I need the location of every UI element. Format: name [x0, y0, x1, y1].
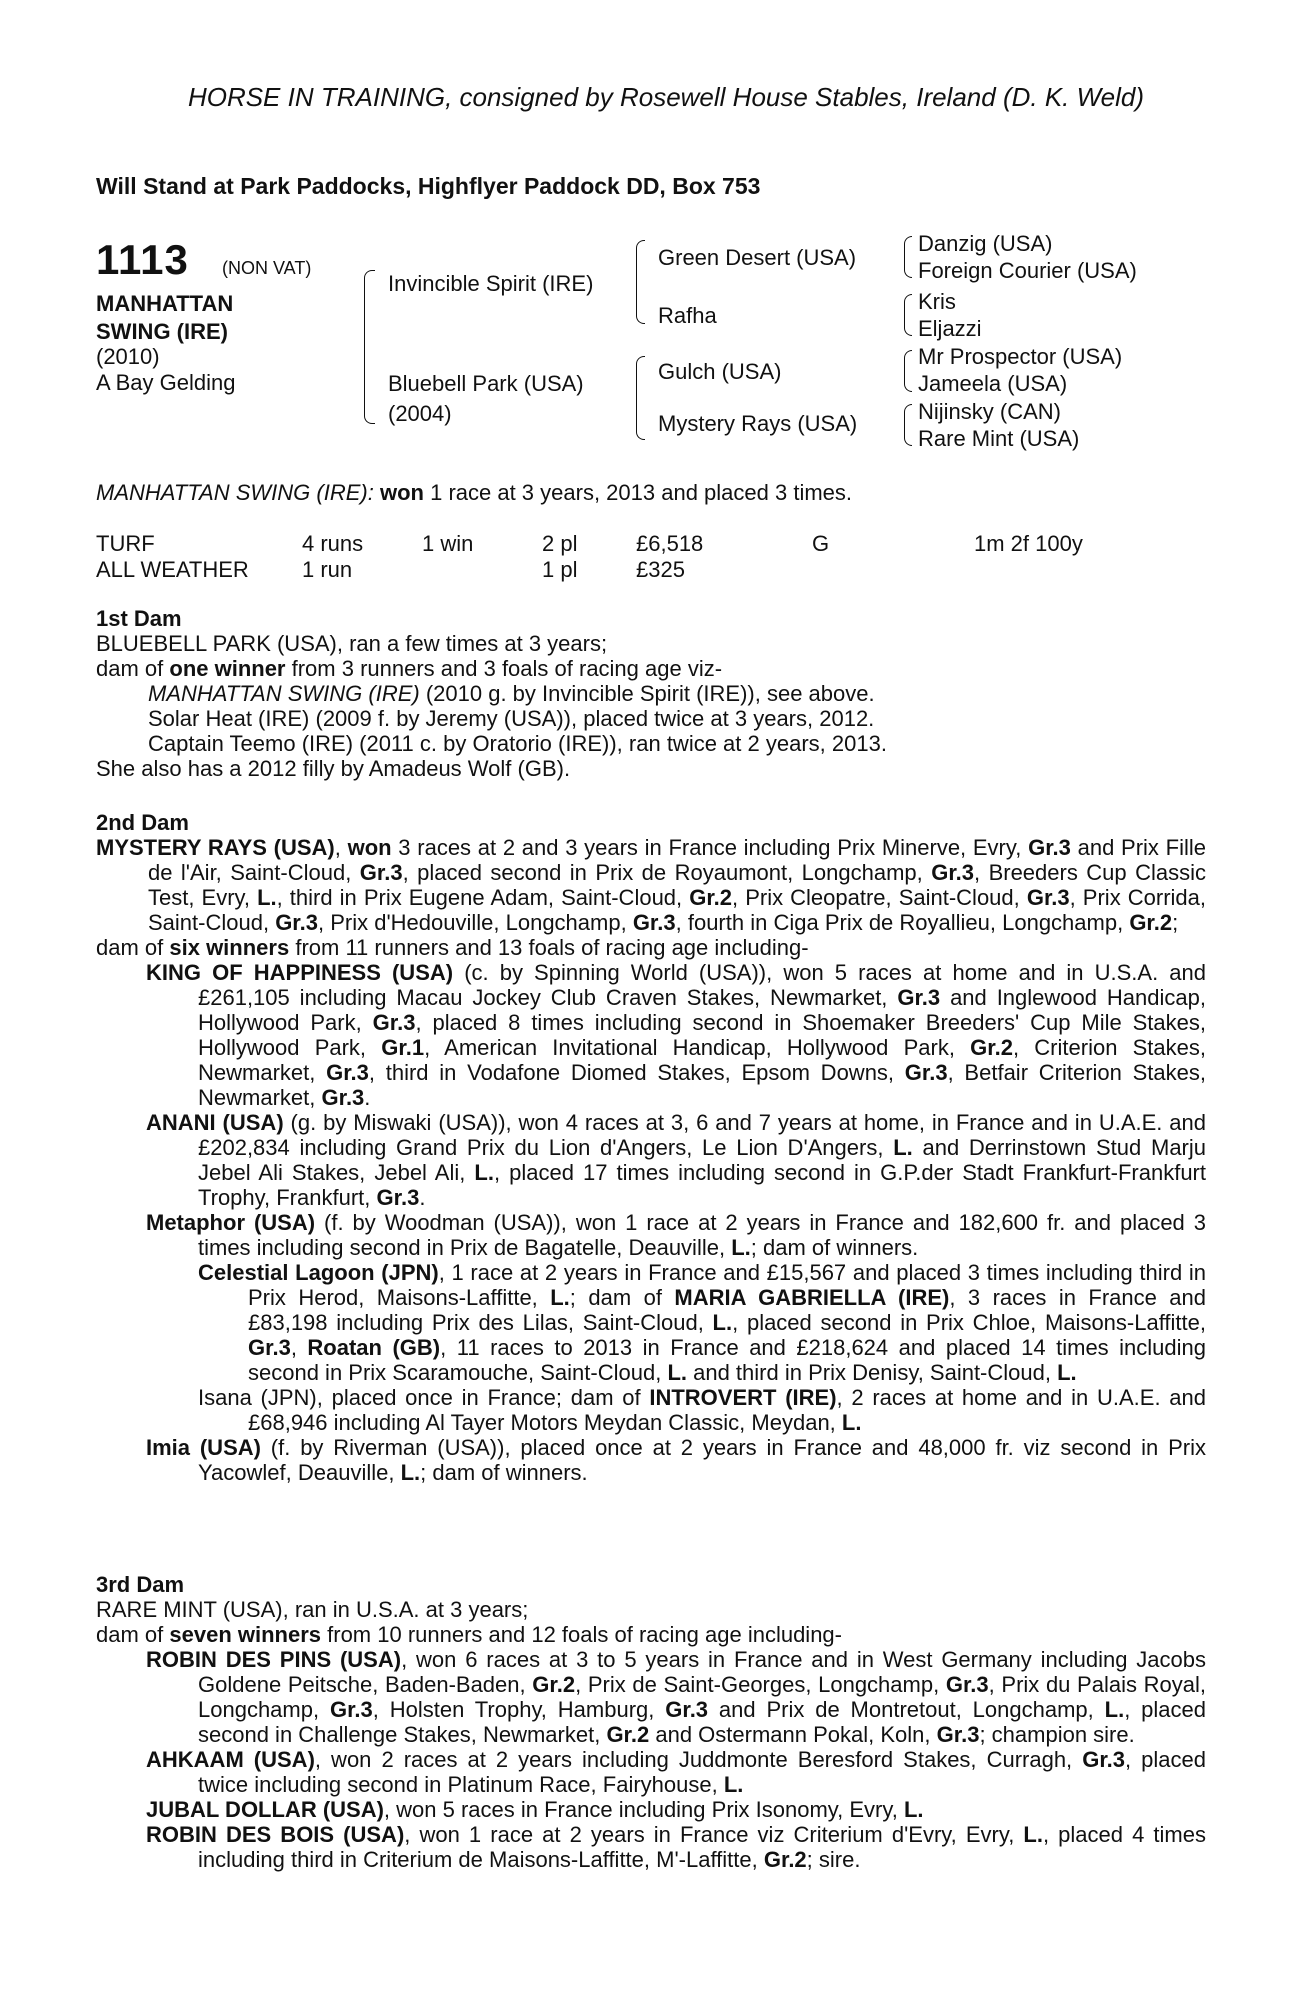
- lot-number: 1113: [96, 236, 189, 283]
- dam-line: BLUEBELL PARK (USA), ran a few times at 3 years;: [96, 631, 608, 656]
- dam-of-line: dam of one winner from 3 runners and 3 foals of racing age viz-: [96, 656, 723, 681]
- record-runs: 4 runs: [302, 531, 364, 556]
- offspring-entry: Imia (USA) (f. by Riverman (USA)), placed once at 2 years in France and 48,000 fr. viz second in Prix Yacowlef, Deauville, L.; dam of winners.: [146, 1435, 1206, 1485]
- offspring-entry: MANHATTAN SWING (IRE) (2010 g. by Invincible Spirit (IRE)), see above.: [148, 681, 875, 706]
- pedigree-sire: Invincible Spirit (IRE): [388, 271, 594, 296]
- pedigree-sire-dam: Rafha: [658, 303, 717, 328]
- pedigree-brace: [636, 356, 645, 440]
- pedigree-gg-3: Kris: [918, 289, 956, 314]
- dam-of-line: dam of six winners from 11 runners and 13 foals of racing age including-: [96, 935, 809, 960]
- pedigree-dam-sire: Gulch (USA): [658, 359, 782, 384]
- foaling-year: (2010): [96, 344, 160, 369]
- summary-horse: MANHATTAN SWING (IRE):: [96, 480, 374, 505]
- dam-of-line: dam of seven winners from 10 runners and 12 foals of racing age including-: [96, 1622, 842, 1647]
- record-surface: TURF: [96, 531, 155, 556]
- offspring-entry: JUBAL DOLLAR (USA), won 5 races in France including Prix Isonomy, Evry, L.: [146, 1797, 924, 1822]
- section-heading: 1st Dam: [96, 606, 182, 631]
- pedigree-brace: [364, 270, 375, 424]
- horse-name-line-1: MANHATTAN: [96, 291, 234, 316]
- vat-status: (NON VAT): [222, 258, 312, 278]
- third-dam-section: [96, 1572, 1206, 1872]
- dam-note: She also has a 2012 filly by Amadeus Wolf (GB).: [96, 756, 571, 781]
- pedigree-dam-year: (2004): [388, 401, 452, 426]
- record-prize: £6,518: [636, 531, 704, 556]
- pedigree-gg-7: Nijinsky (CAN): [918, 399, 1061, 424]
- offspring-entry: KING OF HAPPINESS (USA) (c. by Spinning World (USA)), won 5 races at home and in U.S.A. and £261,105 including Macau Jockey Club Craven Stakes, Newmarket, Gr.3 and Inglewood Handicap, Hollywood Park, Gr.3, placed 8 times including second in Shoemaker Breeders' Cup Mile Stakes, Hollywood Park, Gr.1, American Invitational Handicap, Hollywood Park, Gr.2, Criterion Stakes, Newmarket, Gr.3, third in Vodafone Diomed Stakes, Epsom Downs, Gr.3, Betfair Criterion Stakes, Newmarket, Gr.3.: [146, 960, 1206, 1110]
- grand-offspring-entry: Celestial Lagoon (JPN), 1 race at 2 years in France and £15,567 and placed 3 times including third in Prix Herod, Maisons-Laffitte, L.; dam of MARIA GABRIELLA (IRE), 3 races in France and £83,198 including Prix des Lilas, Saint-Cloud, L., placed second in Prix Chloe, Maisons-Laffitte, Gr.3, Roatan (GB), 11 races to 2013 in France and £218,624 and placed 14 times including second in Prix Scaramouche, Saint-Cloud, L. and third in Prix Denisy, Saint-Cloud, L.: [198, 1260, 1207, 1385]
- record-wins: 1 win: [422, 531, 474, 556]
- first-dam-section: [96, 606, 1206, 781]
- dam-entry: MYSTERY RAYS (USA), won 3 races at 2 and 3 years in France including Prix Minerve, Evry, Gr.3 and Prix Fille de l'Air, Saint-Cloud, Gr.3, placed second in Prix de Royaumont, Longchamp, Gr.3, Breeders Cup Classic Test, Evry, L., third in Prix Eugene Adam, Saint-Cloud, Gr.2, Prix Cleopatre, Saint-Cloud, Gr.3, Prix Corrida, Saint-Cloud, Gr.3, Prix d'Hedouville, Longchamp, Gr.3, fourth in Ciga Prix de Royallieu, Longchamp, Gr.2;: [96, 835, 1206, 935]
- pedigree-brace: [904, 294, 912, 336]
- offspring-entry: ANANI (USA) (g. by Miswaki (USA)), won 4 races at 3, 6 and 7 years at home, in France and in U.A.E. and £202,834 including Grand Prix du Lion d'Angers, Le Lion D'Angers, L. and Derrinstown Stud Marju Jebel Ali Stakes, Jebel Ali, L., placed 17 times including second in G.P.der Stadt Frankfurt-Frankfurt Trophy, Frankfurt, Gr.3.: [146, 1110, 1206, 1210]
- record-going: G: [812, 531, 830, 556]
- section-heading: 2nd Dam: [96, 810, 189, 835]
- pedigree-gg-2: Foreign Courier (USA): [918, 258, 1137, 283]
- horse-name: [96, 290, 233, 346]
- record-placed: 2 pl: [542, 531, 578, 556]
- summary-won: won: [379, 480, 424, 505]
- offspring-entry: Solar Heat (IRE) (2009 f. by Jeremy (USA)), placed twice at 3 years, 2012.: [148, 706, 875, 731]
- pedigree-gg-1: Danzig (USA): [918, 231, 1053, 256]
- pedigree-gg-6: Jameela (USA): [918, 371, 1068, 396]
- summary-text: 1 race at 3 years, 2013 and placed 3 times.: [430, 480, 853, 505]
- pedigree-brace: [904, 404, 912, 446]
- pedigree-sire-sire: Green Desert (USA): [658, 245, 857, 270]
- pedigree-dam-dam: Mystery Rays (USA): [658, 411, 858, 436]
- pedigree-brace: [904, 350, 912, 392]
- offspring-entry: AHKAAM (USA), won 2 races at 2 years including Juddmonte Beresford Stakes, Curragh, Gr.3, placed twice including second in Platinum Race, Fairyhouse, L.: [146, 1747, 1207, 1797]
- stand-location: Will Stand at Park Paddocks, Highflyer Paddock DD, Box 753: [96, 173, 761, 199]
- offspring-entry: ROBIN DES BOIS (USA), won 1 race at 2 years in France viz Criterium d'Evry, Evry, L., placed 4 times including third in Criterium de Maisons-Laffitte, M'-Laffitte, Gr.2; sire.: [146, 1822, 1206, 1872]
- grand-offspring-entry: Isana (JPN), placed once in France; dam of INTROVERT (IRE), 2 races at home and in U.A.E. and £68,946 including Al Tayer Motors Meydan Classic, Meydan, L.: [198, 1385, 1206, 1435]
- pedigree-brace: [904, 236, 912, 278]
- second-dam-section: [96, 810, 1206, 1485]
- pedigree-dam: Bluebell Park (USA): [388, 371, 584, 396]
- horse-description: A Bay Gelding: [96, 370, 236, 395]
- pedigree-brace: [636, 240, 645, 324]
- pedigree-gg-5: Mr Prospector (USA): [918, 344, 1123, 369]
- offspring-entry: Metaphor (USA) (f. by Woodman (USA)), won 1 race at 2 years in France and 182,600 fr. and placed 3 times including second in Prix de Bagatelle, Deauville, L.; dam of winners.: [146, 1210, 1206, 1260]
- section-heading: 3rd Dam: [96, 1572, 185, 1597]
- offspring-entry: Captain Teemo (IRE) (2011 c. by Oratorio (IRE)), ran twice at 2 years, 2013.: [148, 731, 887, 756]
- race-summary: [96, 480, 1206, 505]
- record-runs: 1 run: [302, 557, 353, 582]
- offspring-entry: ROBIN DES PINS (USA), won 6 races at 3 to 5 years in France and in West Germany including Jacobs Goldene Peitsche, Baden-Baden, Gr.2, Prix de Saint-Georges, Longchamp, Gr.3, Prix du Palais Royal, Longchamp, Gr.3, Holsten Trophy, Hamburg, Gr.3 and Prix de Montretout, Longchamp, L., placed second in Challenge Stakes, Newmarket, Gr.2 and Ostermann Pokal, Koln, Gr.3; champion sire.: [146, 1647, 1206, 1747]
- record-placed: 1 pl: [542, 557, 578, 582]
- dam-line: RARE MINT (USA), ran in U.S.A. at 3 years;: [96, 1597, 529, 1622]
- pedigree-gg-4: Eljazzi: [918, 316, 982, 341]
- record-surface: ALL WEATHER: [96, 557, 249, 582]
- pedigree-gg-8: Rare Mint (USA): [918, 426, 1080, 451]
- record-distance: 1m 2f 100y: [974, 531, 1083, 556]
- horse-details: [96, 344, 235, 396]
- record-prize: £325: [636, 557, 685, 582]
- horse-name-line-2: SWING (IRE): [96, 319, 228, 344]
- page-title: HORSE IN TRAINING, consigned by Rosewell House Stables, Ireland (D. K. Weld): [187, 82, 1145, 112]
